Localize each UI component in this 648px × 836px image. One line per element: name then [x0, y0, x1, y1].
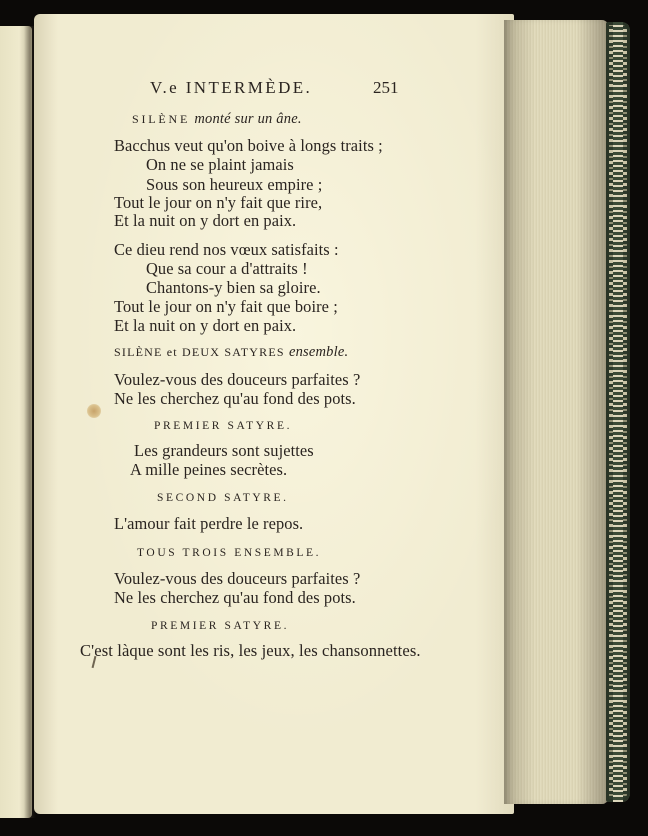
verse-line: L'amour fait perdre le repos. — [114, 514, 304, 533]
stage-action: ensemble. — [288, 344, 349, 360]
stage-direction-group — [114, 344, 348, 360]
verse-line: Sous son heureux empire ; — [146, 175, 323, 194]
running-head-title: V.e INTERMÈDE. — [150, 78, 313, 97]
speaker-second-satyre: SECOND SATYRE. — [157, 492, 289, 504]
verse-line: Et la nuit on y dort en paix. — [114, 211, 297, 230]
verse-line: Voulez-vous des douceurs parfaites ? — [114, 569, 361, 588]
page-number: 251 — [373, 78, 399, 97]
verse-line-final: C'est làque sont les ris, les jeux, les chansonnettes. — [80, 641, 421, 660]
verse-line: Ce dieu rend nos vœux satisfaits : — [114, 240, 339, 259]
verse-line: Bacchus veut qu'on boive à longs traits ; — [114, 136, 383, 155]
verse-line: Tout le jour on n'y fait que boire ; — [114, 297, 338, 316]
speaker-tous-trois: TOUS TROIS ENSEMBLE. — [137, 547, 322, 559]
verse-line: Chantons-y bien sa gloire. — [146, 278, 321, 297]
verse-line: On ne se plaint jamais — [146, 155, 294, 174]
verse-line: Voulez-vous des douceurs parfaites ? — [114, 370, 361, 389]
speaker-name: SILÈNE — [132, 112, 191, 126]
speaker-premier-satyre: PREMIER SATYRE. — [154, 420, 293, 432]
verse-line: A mille peines secrètes. — [130, 460, 288, 479]
stage-direction-silene — [132, 111, 302, 127]
verse-line: Ne les cherchez qu'au fond des pots. — [114, 389, 356, 408]
verse-line: Ne les cherchez qu'au fond des pots. — [114, 588, 356, 607]
verse-line: Les grandeurs sont sujettes — [134, 441, 314, 460]
verse-line: Et la nuit on y dort en paix. — [114, 316, 297, 335]
speaker-premier-satyre-2: PREMIER SATYRE. — [151, 620, 290, 632]
speaker-names: SILÈNE et DEUX SATYRES — [114, 345, 285, 359]
verse-line: Tout le jour on n'y fait que rire, — [114, 193, 323, 212]
verse-line: Que sa cour a d'attraits ! — [146, 259, 308, 278]
stage-action: monté sur un âne. — [194, 111, 302, 127]
